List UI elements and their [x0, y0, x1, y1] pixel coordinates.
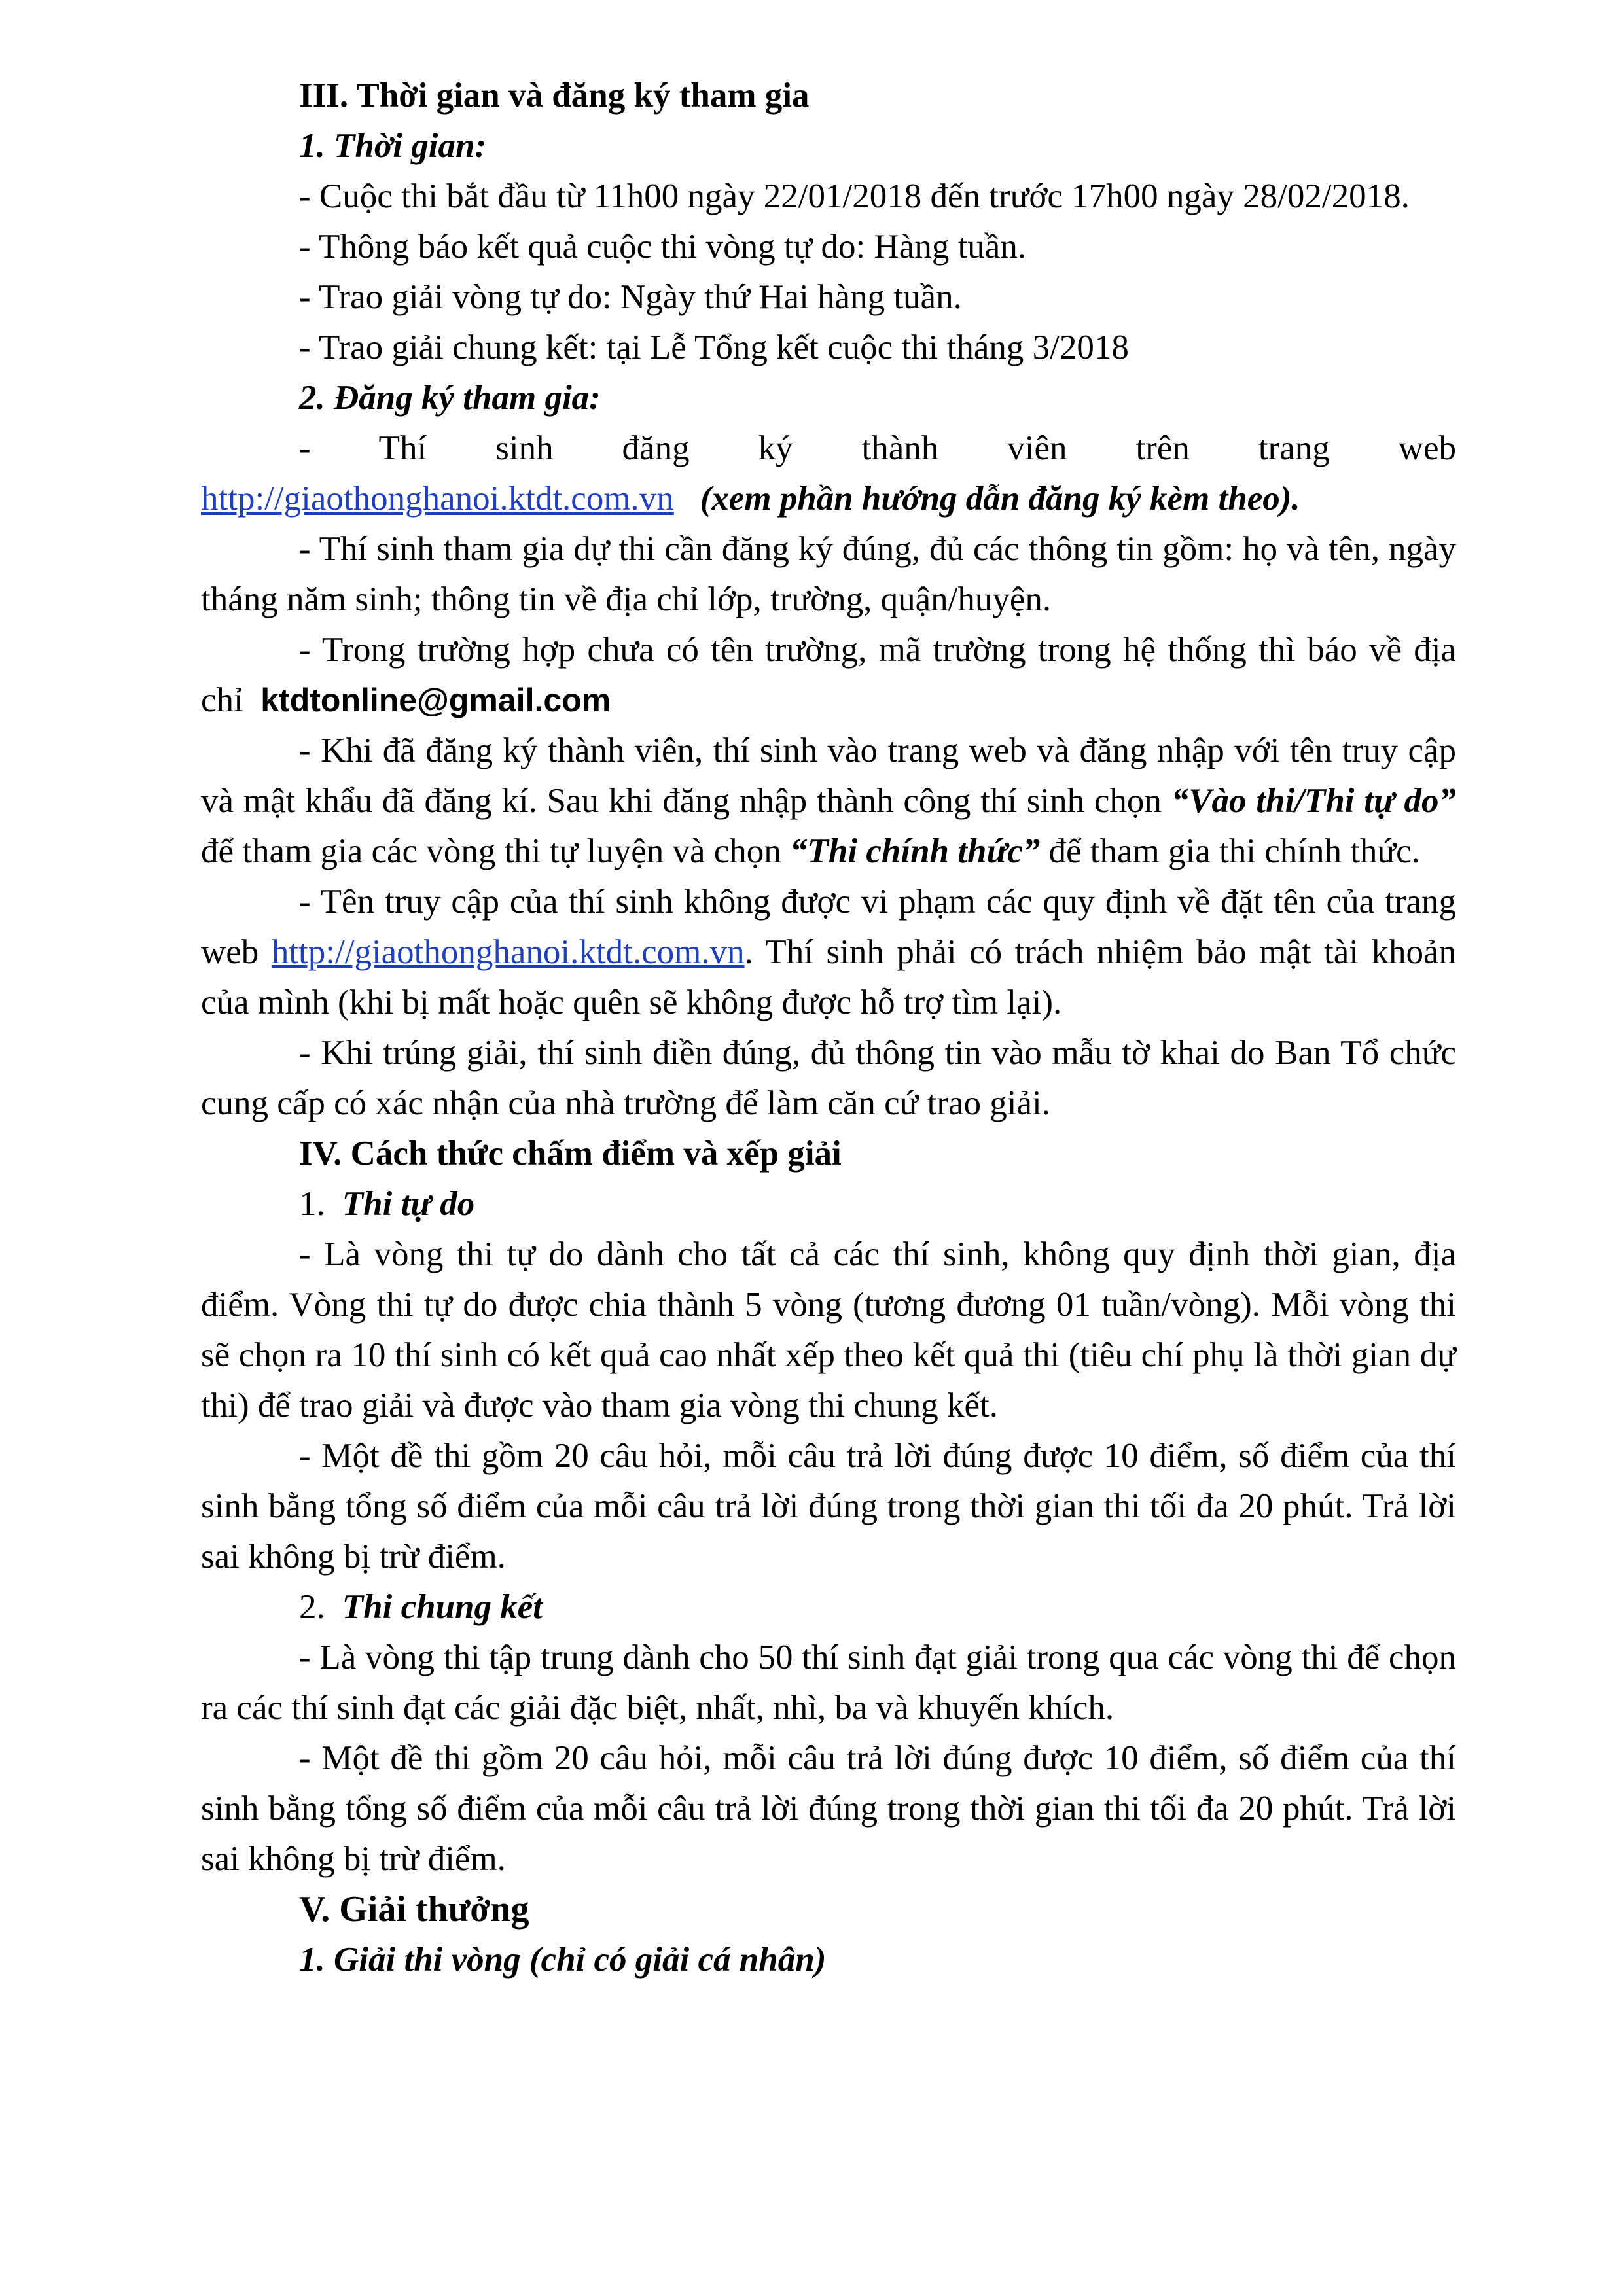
- paragraph-username-rules: [201, 877, 1456, 1028]
- register-guide-note: (xem phần hướng dẫn đăng ký kèm theo).: [700, 480, 1300, 518]
- section-3-1-heading: 1. Thời gian:: [299, 127, 487, 165]
- paragraph-results-notice: - Thông báo kết quả cuộc thi vòng tự do: Hàng tuần.: [299, 228, 1027, 266]
- login-text-b: để tham gia các vòng thi tự luyện và chọn: [201, 832, 781, 870]
- section-5-1-heading: 1. Giải thi vòng (chỉ có giải cá nhân): [299, 1941, 827, 1979]
- paragraph-free-round-awards: - Trao giải vòng tự do: Ngày thứ Hai hàng tuần.: [299, 278, 962, 316]
- username-text-a: - Tên truy cập của thí sinh không được vi phạm các quy định về đặt tên của trang web: [201, 883, 1456, 971]
- contact-email: ktdtonline@gmail.com: [260, 682, 611, 718]
- section-4-1-number: 1.: [299, 1185, 325, 1223]
- section-5-heading: V. Giải thưởng: [299, 1889, 529, 1930]
- paragraph-time-start: - Cuộc thi bắt đầu từ 11h00 ngày 22/01/2018 đến trước 17h00 ngày 28/02/2018.: [299, 177, 1410, 215]
- section-4-2-title: Thi chung kết: [342, 1588, 543, 1626]
- section-4-2-heading: [201, 1582, 1456, 1633]
- paragraph-register-link-line: [201, 474, 1456, 524]
- paragraph-free-round-desc: - Là vòng thi tự do dành cho tất cả các thí sinh, không quy định thời gian, địa điểm. Vòng thi tự do được chia thành 5 vòng (tương đương 01 tuần/vòng). Mỗi vòng thi sẽ chọn ra 10 thí sinh có kết quả cao nhất xếp theo kết quả thi (tiêu chí phụ là thời gian dự thi) để trao giải và được vào tham gia vòng thi chung kết.: [201, 1235, 1456, 1424]
- paragraph-prize-declaration: - Khi trúng giải, thí sinh điền đúng, đủ thông tin vào mẫu tờ khai do Ban Tổ chức cung cấp có xác nhận của nhà trường để làm căn cứ trao giải.: [201, 1034, 1456, 1122]
- paragraph-login: [201, 726, 1456, 877]
- section-3-2-heading: 2. Đăng ký tham gia:: [299, 379, 601, 417]
- paragraph-final-awards: - Trao giải chung kết: tại Lễ Tổng kết cuộc thi tháng 3/2018: [299, 328, 1129, 366]
- section-4-1-title: Thi tự do: [342, 1185, 475, 1223]
- document-page: [201, 71, 1456, 1985]
- username-text-b: . Thí sinh phải có trách nhiệm bảo mật tài khoản của mình (khi bị mất hoặc quên sẽ không được hỗ trợ tìm lại).: [201, 933, 1456, 1021]
- section-3-heading: III. Thời gian và đăng ký tham gia: [299, 77, 810, 115]
- section-4-1-heading: [201, 1179, 1456, 1229]
- website-link-2[interactable]: http://giaothonghanoi.ktdt.com.vn: [271, 933, 745, 971]
- paragraph-free-round-scoring: - Một đề thi gồm 20 câu hỏi, mỗi câu trả lời đúng được 10 điểm, số điểm của thí sinh bằng tổng số điểm của mỗi câu trả lời đúng trong thời gian thi tối đa 20 phút. Trả lời sai không bị trừ điểm.: [201, 1437, 1456, 1576]
- website-link[interactable]: http://giaothonghanoi.ktdt.com.vn: [201, 480, 674, 518]
- login-text-c: để tham gia thi chính thức.: [1048, 832, 1420, 870]
- paragraph-school-contact: [201, 625, 1456, 726]
- paragraph-register-line: - Thí sinh đăng ký thành viên trên trang web: [299, 429, 1456, 467]
- paragraph-required-info: - Thí sinh tham gia dự thi cần đăng ký đúng, đủ các thông tin gồm: họ và tên, ngày tháng năm sinh; thông tin về địa chỉ lớp, trường, quận/huyện.: [201, 530, 1456, 618]
- login-official-option: “Thi chính thức”: [790, 832, 1041, 870]
- paragraph-final-round-scoring: - Một đề thi gồm 20 câu hỏi, mỗi câu trả lời đúng được 10 điểm, số điểm của thí sinh bằng tổng số điểm của mỗi câu trả lời đúng trong thời gian thi tối đa 20 phút. Trả lời sai không bị trừ điểm.: [201, 1739, 1456, 1878]
- login-text-a: - Khi đã đăng ký thành viên, thí sinh vào trang web và đăng nhập với tên truy cập và mật khẩu đã đăng kí. Sau khi đăng nhập thành công thí sinh chọn: [201, 732, 1456, 820]
- section-4-heading: IV. Cách thức chấm điểm và xếp giải: [299, 1135, 842, 1173]
- paragraph-final-round-desc: - Là vòng thi tập trung dành cho 50 thí sinh đạt giải trong qua các vòng thi để chọn ra các thí sinh đạt các giải đặc biệt, nhất, nhì, ba và khuyến khích.: [201, 1638, 1456, 1727]
- section-4-2-number: 2.: [299, 1588, 325, 1626]
- school-contact-text: - Trong trường hợp chưa có tên trường, mã trường trong hệ thống thì báo về địa chỉ: [201, 631, 1456, 719]
- login-free-option: “Vào thi/Thi tự do”: [1171, 782, 1457, 820]
